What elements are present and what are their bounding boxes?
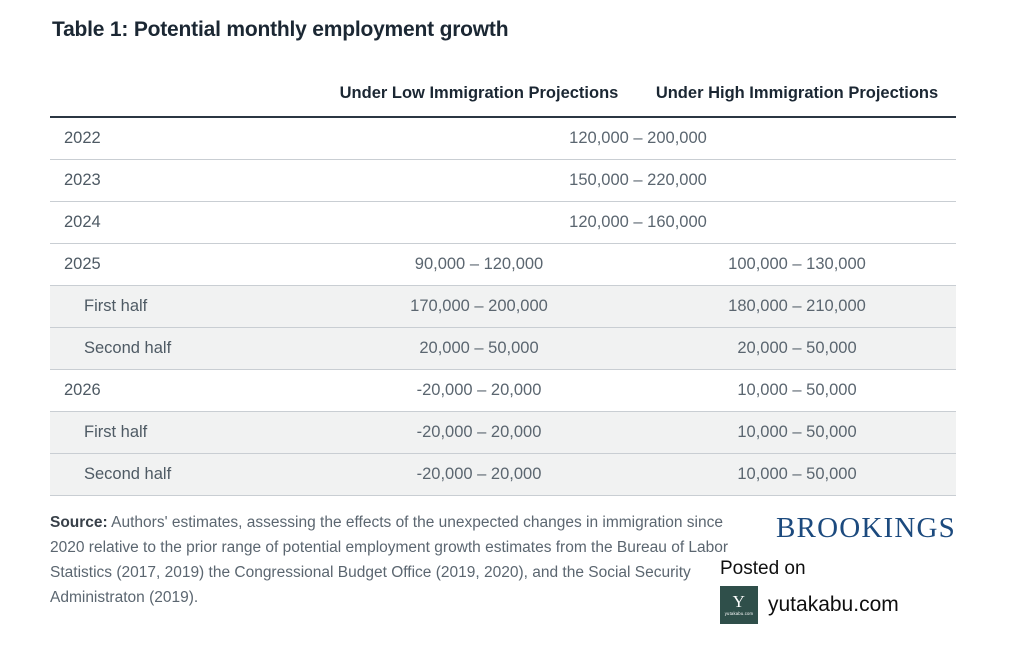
row-value-high: 20,000 – 50,000 <box>638 327 956 369</box>
employment-growth-table <box>50 82 956 496</box>
row-value-low: -20,000 – 20,000 <box>320 411 638 453</box>
table-row <box>50 159 956 201</box>
page-title: Table 1: Potential monthly employment growth <box>52 18 509 41</box>
yutakabu-logo-icon <box>720 586 758 624</box>
row-label: First half <box>50 411 320 453</box>
column-header-high-immigration: Under High Immigration Projections <box>638 82 956 117</box>
table-row <box>50 117 956 160</box>
table-row <box>50 411 956 453</box>
row-label: Second half <box>50 453 320 495</box>
table-row <box>50 453 956 495</box>
row-value-low: 20,000 – 50,000 <box>320 327 638 369</box>
row-value-high: 180,000 – 210,000 <box>638 285 956 327</box>
row-value-low: -20,000 – 20,000 <box>320 453 638 495</box>
row-label: Second half <box>50 327 320 369</box>
row-value-low: 90,000 – 120,000 <box>320 243 638 285</box>
row-value-low: -20,000 – 20,000 <box>320 369 638 411</box>
table-row <box>50 201 956 243</box>
row-value-high: 100,000 – 130,000 <box>638 243 956 285</box>
table-body <box>50 117 956 496</box>
site-name: yutakabu.com <box>768 592 899 616</box>
brookings-wordmark: BROOKINGS <box>776 511 956 544</box>
row-value-combined: 120,000 – 160,000 <box>320 201 956 243</box>
row-value-combined: 150,000 – 220,000 <box>320 159 956 201</box>
table-row <box>50 327 956 369</box>
row-value-high: 10,000 – 50,000 <box>638 411 956 453</box>
row-value-combined: 120,000 – 200,000 <box>320 117 956 160</box>
row-value-low: 170,000 – 200,000 <box>320 285 638 327</box>
source-text: Authors' estimates, assessing the effects of the unexpected changes in immigration since 2020 relative to the prior range of potential employment growth estimates from the Bureau of Labor Statistics (2017, 2019) the Congressional Budget Office (2019, 2020), and the Social Security Administraton (2019). <box>50 513 729 607</box>
row-label: 2023 <box>50 159 320 201</box>
source-note <box>50 510 740 610</box>
row-label: First half <box>50 285 320 327</box>
posted-watermark <box>720 558 952 624</box>
column-header-low-immigration: Under Low Immigration Projections <box>320 82 638 117</box>
column-header-blank <box>50 82 320 117</box>
row-label: 2022 <box>50 117 320 160</box>
posted-on-label: Posted on <box>720 557 806 579</box>
table-header <box>50 82 956 117</box>
source-area <box>50 510 956 617</box>
table-row <box>50 369 956 411</box>
row-label: 2026 <box>50 369 320 411</box>
row-label: 2025 <box>50 243 320 285</box>
logo-letter: Y <box>732 592 746 612</box>
row-value-high: 10,000 – 50,000 <box>638 453 956 495</box>
row-value-high: 10,000 – 50,000 <box>638 369 956 411</box>
table-row <box>50 285 956 327</box>
row-label: 2024 <box>50 201 320 243</box>
table-row <box>50 243 956 285</box>
source-label: Source: <box>50 513 108 531</box>
logo-subtext: yutakabu.com <box>724 611 754 617</box>
